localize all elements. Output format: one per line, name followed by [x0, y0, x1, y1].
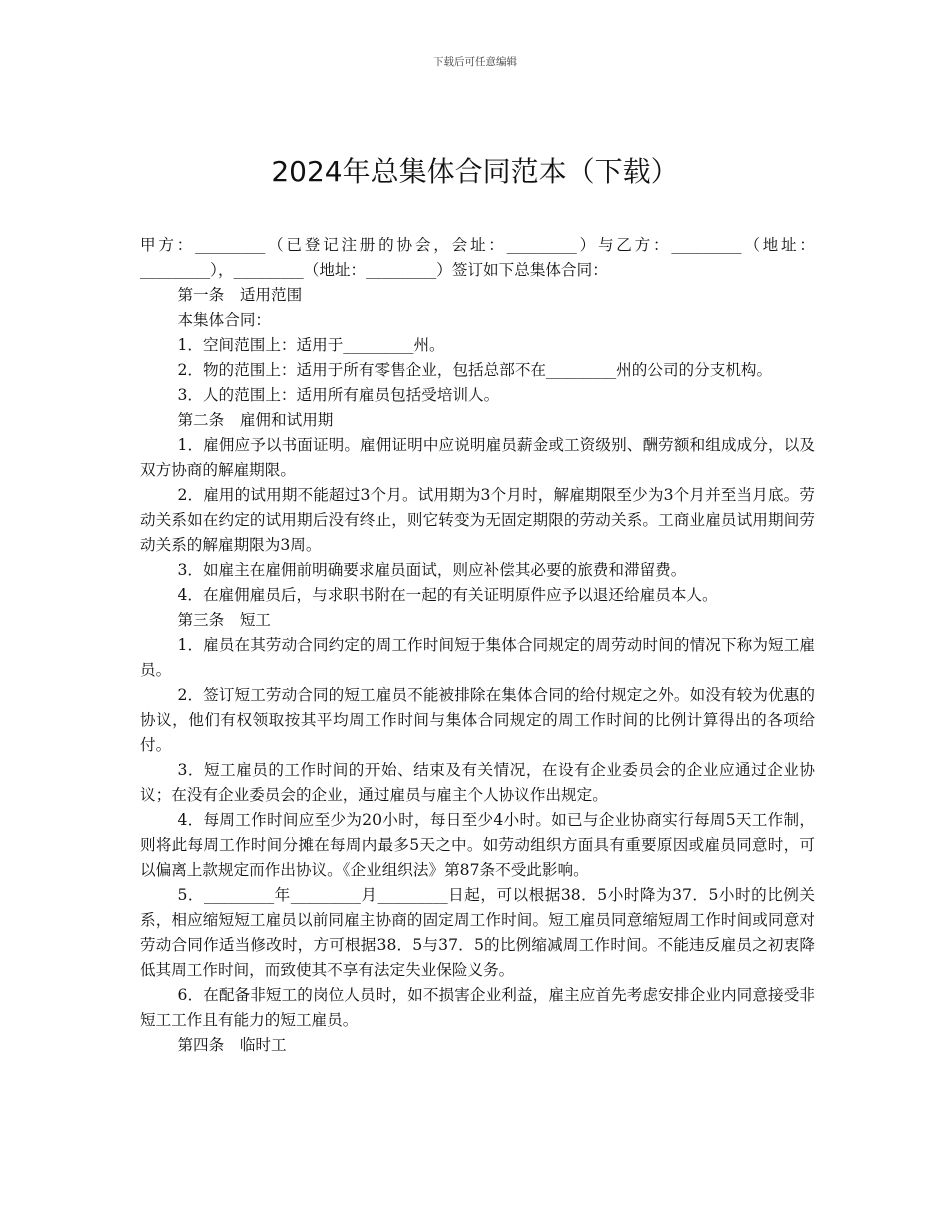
article-heading: 第一条 适用范围	[177, 286, 303, 304]
paragraph: 4．每周工作时间应至少为20小时，每日至少4小时。如已与企业协商实行每周5天工作制，则将此每周工作时间分摊在每周内最多5天之中。如劳动组织方面具有重要原因或雇员同意时，可以偏离上款规定而作出协议。《企业组织法》第87条不受此影响。	[140, 811, 815, 879]
paragraph: 4．在雇佣雇员后，与求职书附在一起的有关证明原件应予以退还给雇员本人。	[177, 586, 718, 604]
paragraph: 5．_________年_________月_________日起，可以根据38．5小时降为37．5小时的比例关系，相应缩短短工雇员以前同雇主协商的固定周工作时间。短工雇员同意缩短周工作时间或同意对劳动合同作适当修改时，方可根据38．5与37．5的比例缩减周工作时间。不能违反雇员之初衷降低其周工作时间，而致使其不享有法定失业保险义务。	[140, 886, 815, 979]
paragraph: 2．签订短工劳动合同的短工雇员不能被排除在集体合同的给付规定之外。如没有较为优惠的协议，他们有权领取按其平均周工作时间与集体合同规定的周工作时间的比例计算得出的各项给付。	[140, 686, 815, 754]
paragraph: 1．雇员在其劳动合同约定的周工作时间短于集体合同规定的周劳动时间的情况下称为短工雇员。	[140, 636, 815, 679]
paragraph: 3．短工雇员的工作时间的开始、结束及有关情况，在设有企业委员会的企业应通过企业协议；在没有企业委员会的企业，通过雇员与雇主个人协议作出规定。	[140, 761, 815, 804]
document-title: 2024年总集体合同范本（下载）	[271, 155, 679, 188]
preamble: 甲方：_________（已登记注册的协会，会址：_________）与乙方：_________（地址：_________），_________（地址：_________）签订如下总集体合同：	[140, 236, 815, 279]
paragraph: 2．雇用的试用期不能超过3个月。试用期为3个月时，解雇期限至少为3个月并至当月底。劳动关系如在约定的试用期后没有终止，则它转变为无固定期限的劳动关系。工商业雇员试用期间劳动关系的解雇期限为3周。	[140, 486, 815, 554]
article-heading: 第三条 短工	[177, 611, 272, 629]
paragraph: 6．在配备非短工的岗位人员时，如不损害企业利益，雇主应首先考虑安排企业内同意接受非短工工作且有能力的短工雇员。	[140, 986, 815, 1029]
article-heading: 第四条 临时工	[177, 1036, 287, 1054]
paragraph: 1．空间范围上：适用于_________州。	[177, 336, 445, 354]
header-note: 下载后可任意编辑	[433, 56, 517, 68]
paragraph: 3．如雇主在雇佣前明确要求雇员面试，则应补偿其必要的旅费和滞留费。	[177, 561, 687, 579]
paragraph: 2．物的范围上：适用于所有零售企业，包括总部不在_________州的公司的分支机构。	[177, 361, 773, 379]
paragraph: 本集体合同：	[177, 311, 272, 329]
paragraph: 3．人的范围上：适用所有雇员包括受培训人。	[177, 386, 500, 404]
paragraph: 1．雇佣应予以书面证明。雇佣证明中应说明雇员薪金或工资级别、酬劳额和组成成分，以及双方协商的解雇期限。	[140, 436, 815, 479]
article-heading: 第二条 雇佣和试用期	[177, 411, 334, 429]
document-body	[140, 233, 815, 1058]
